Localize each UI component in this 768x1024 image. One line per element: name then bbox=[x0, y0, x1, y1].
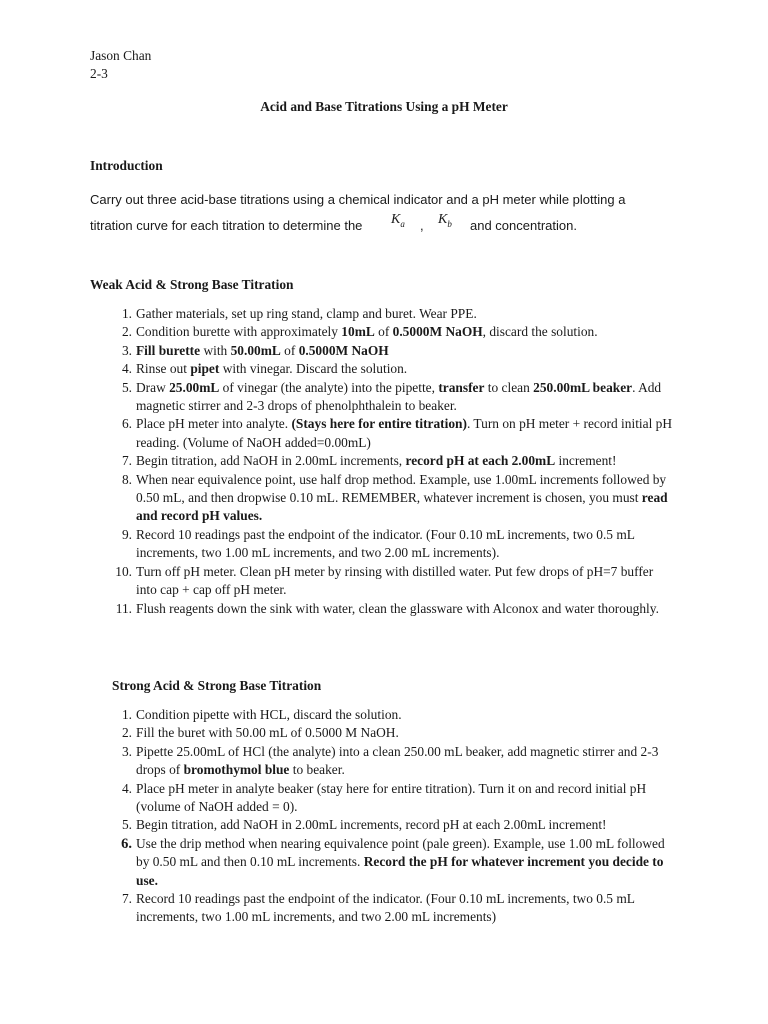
step-text: read and record pH values. bbox=[136, 490, 668, 524]
step-text: 10mL bbox=[341, 324, 375, 340]
list-item bbox=[112, 415, 672, 452]
step-text: Begin titration, add NaOH in 2.00mL increments, record pH at each 2.00mL increment! bbox=[136, 817, 607, 833]
step-number: 3. bbox=[121, 342, 132, 358]
step-text: increment! bbox=[555, 453, 617, 469]
strong-acid-steps bbox=[112, 706, 672, 927]
step-text: 50.00mL bbox=[230, 342, 281, 358]
weak-acid-heading: Weak Acid & Strong Base Titration bbox=[90, 277, 294, 292]
step-text: 250.00mL beaker bbox=[533, 379, 633, 395]
step-text: to beaker. bbox=[289, 762, 345, 778]
step-text: Fill burette bbox=[136, 342, 201, 358]
step-number: 1. bbox=[121, 306, 132, 321]
step-text: 0.5000M NaOH bbox=[298, 342, 389, 358]
step-text: , discard the solution. bbox=[482, 324, 598, 340]
step-text: When near equivalence point, use half drop method. Example, use 1.00mL increments followed by 0.50 mL, and then dropwise 0.10 mL. REMEMBER, whatever increment is chosen, you must bbox=[136, 471, 667, 506]
step-text: pipet bbox=[190, 361, 220, 377]
author-name: Jason Chan bbox=[90, 48, 152, 63]
step-number: 6. bbox=[121, 416, 132, 432]
step-text: with bbox=[200, 342, 231, 358]
list-item bbox=[112, 563, 672, 600]
step-text: of bbox=[374, 324, 393, 340]
step-number: 5. bbox=[121, 379, 132, 395]
step-text: of bbox=[280, 342, 299, 358]
list-item bbox=[112, 471, 672, 526]
step-number: 8. bbox=[121, 471, 132, 487]
step-text: (Stays here for entire titration) bbox=[291, 416, 467, 432]
step-number: 5. bbox=[121, 817, 132, 833]
step-text: Record 10 readings past the endpoint of the indicator. (Four 0.10 mL increments, two 0.5 mL increments, two 1.00 mL increments, and two 2.00 mL increments). bbox=[136, 526, 635, 561]
step-number: 7. bbox=[121, 453, 132, 469]
step-text: Flush reagents down the sink with water, clean the glassware with Alconox and water thoroughly. bbox=[136, 600, 659, 616]
ka-symbol: $K_a$ bbox=[391, 212, 405, 229]
list-item bbox=[112, 706, 672, 724]
step-text: 25.00mL bbox=[169, 379, 220, 395]
step-text: Condition pipette with HCL, discard the solution. bbox=[136, 707, 402, 722]
step-text: Place pH meter in analyte beaker (stay here for entire titration). Turn it on and record initial pH (volume of NaOH added = 0). bbox=[136, 780, 647, 815]
list-item bbox=[112, 452, 672, 470]
step-text: Record the pH for whatever increment you decide to use. bbox=[136, 854, 664, 888]
list-item bbox=[112, 890, 672, 927]
step-text: Draw bbox=[136, 379, 170, 395]
intro-line-2-start: titration curve for each titration to determine the bbox=[90, 218, 363, 233]
document-title: Acid and Base Titrations Using a pH Meter bbox=[260, 99, 508, 114]
introduction-heading: Introduction bbox=[90, 158, 163, 173]
list-item bbox=[112, 379, 672, 416]
step-number: 11. bbox=[115, 600, 132, 616]
weak-acid-steps bbox=[112, 305, 672, 618]
step-text: 0.5000M NaOH bbox=[392, 324, 483, 340]
step-text: Fill the buret with 50.00 mL of 0.5000 M NaOH. bbox=[136, 725, 399, 741]
step-text: transfer bbox=[438, 379, 485, 395]
list-item bbox=[112, 323, 672, 341]
strong-acid-heading: Strong Acid & Strong Base Titration bbox=[112, 678, 322, 693]
step-text: record pH at each 2.00mL bbox=[405, 453, 556, 469]
author-block bbox=[90, 47, 151, 83]
step-number: 2. bbox=[121, 725, 132, 741]
list-item bbox=[112, 526, 672, 563]
step-text: Place pH meter into analyte. bbox=[136, 416, 292, 432]
step-number: 4. bbox=[121, 780, 132, 796]
step-text: Condition burette with approximately bbox=[136, 324, 342, 340]
step-text: . Add magnetic stirrer and 2-3 drops of phenolphthalein to beaker. bbox=[136, 379, 662, 414]
step-text: with vinegar. Discard the solution. bbox=[219, 361, 408, 377]
step-text: Begin titration, add NaOH in 2.00mL increments, bbox=[136, 453, 406, 469]
step-text: Use the drip method when nearing equivalence point (pale green). Example, use 1.00 mL followed by 0.50 mL and then 0.10 mL increments. bbox=[136, 835, 665, 870]
step-text: of vinegar (the analyte) into the pipette, bbox=[219, 379, 439, 395]
list-item bbox=[112, 780, 672, 817]
step-text: to clean bbox=[484, 379, 534, 395]
step-number: 7. bbox=[121, 891, 132, 907]
step-text: Turn off pH meter. Clean pH meter by rinsing with distilled water. Put few drops of pH=7 buffer into cap + cap off pH meter. bbox=[136, 563, 654, 598]
class-period: 2-3 bbox=[90, 66, 108, 81]
step-text: Record 10 readings past the endpoint of the indicator. (Four 0.10 mL increments, two 0.5 mL increments, two 1.00 mL increments, and two 2.00 mL increments) bbox=[136, 891, 635, 925]
list-item bbox=[112, 835, 672, 890]
list-item bbox=[112, 816, 672, 834]
step-number: 2. bbox=[121, 324, 132, 340]
list-item bbox=[112, 600, 672, 618]
list-item bbox=[112, 724, 672, 742]
step-number: 3. bbox=[121, 743, 132, 759]
step-number: 9. bbox=[121, 526, 132, 542]
list-item bbox=[112, 342, 672, 360]
step-text: Gather materials, set up ring stand, clamp and buret. Wear PPE. bbox=[136, 306, 477, 321]
step-number: 1. bbox=[121, 707, 132, 722]
intro-separator: , bbox=[420, 218, 424, 233]
step-text: Rinse out bbox=[136, 361, 191, 377]
intro-line-1: Carry out three acid-base titrations using a chemical indicator and a pH meter while plotting a bbox=[90, 192, 626, 207]
step-number: 4. bbox=[121, 361, 132, 377]
step-text: bromothymol blue bbox=[183, 762, 290, 778]
list-item bbox=[112, 305, 672, 323]
intro-line-2-end: and concentration. bbox=[470, 218, 577, 233]
step-text: Pipette 25.00mL of HCl (the analyte) into a clean 250.00 mL beaker, add magnetic stirrer and 2-3 drops of bbox=[136, 743, 659, 778]
list-item bbox=[112, 360, 672, 378]
list-item bbox=[112, 743, 672, 780]
step-text: . Turn on pH meter + record initial pH reading. (Volume of NaOH added=0.00mL) bbox=[136, 416, 673, 450]
kb-symbol: $K_b$ bbox=[438, 212, 452, 229]
step-number: 10. bbox=[115, 563, 132, 579]
step-number: 6. bbox=[121, 835, 132, 852]
